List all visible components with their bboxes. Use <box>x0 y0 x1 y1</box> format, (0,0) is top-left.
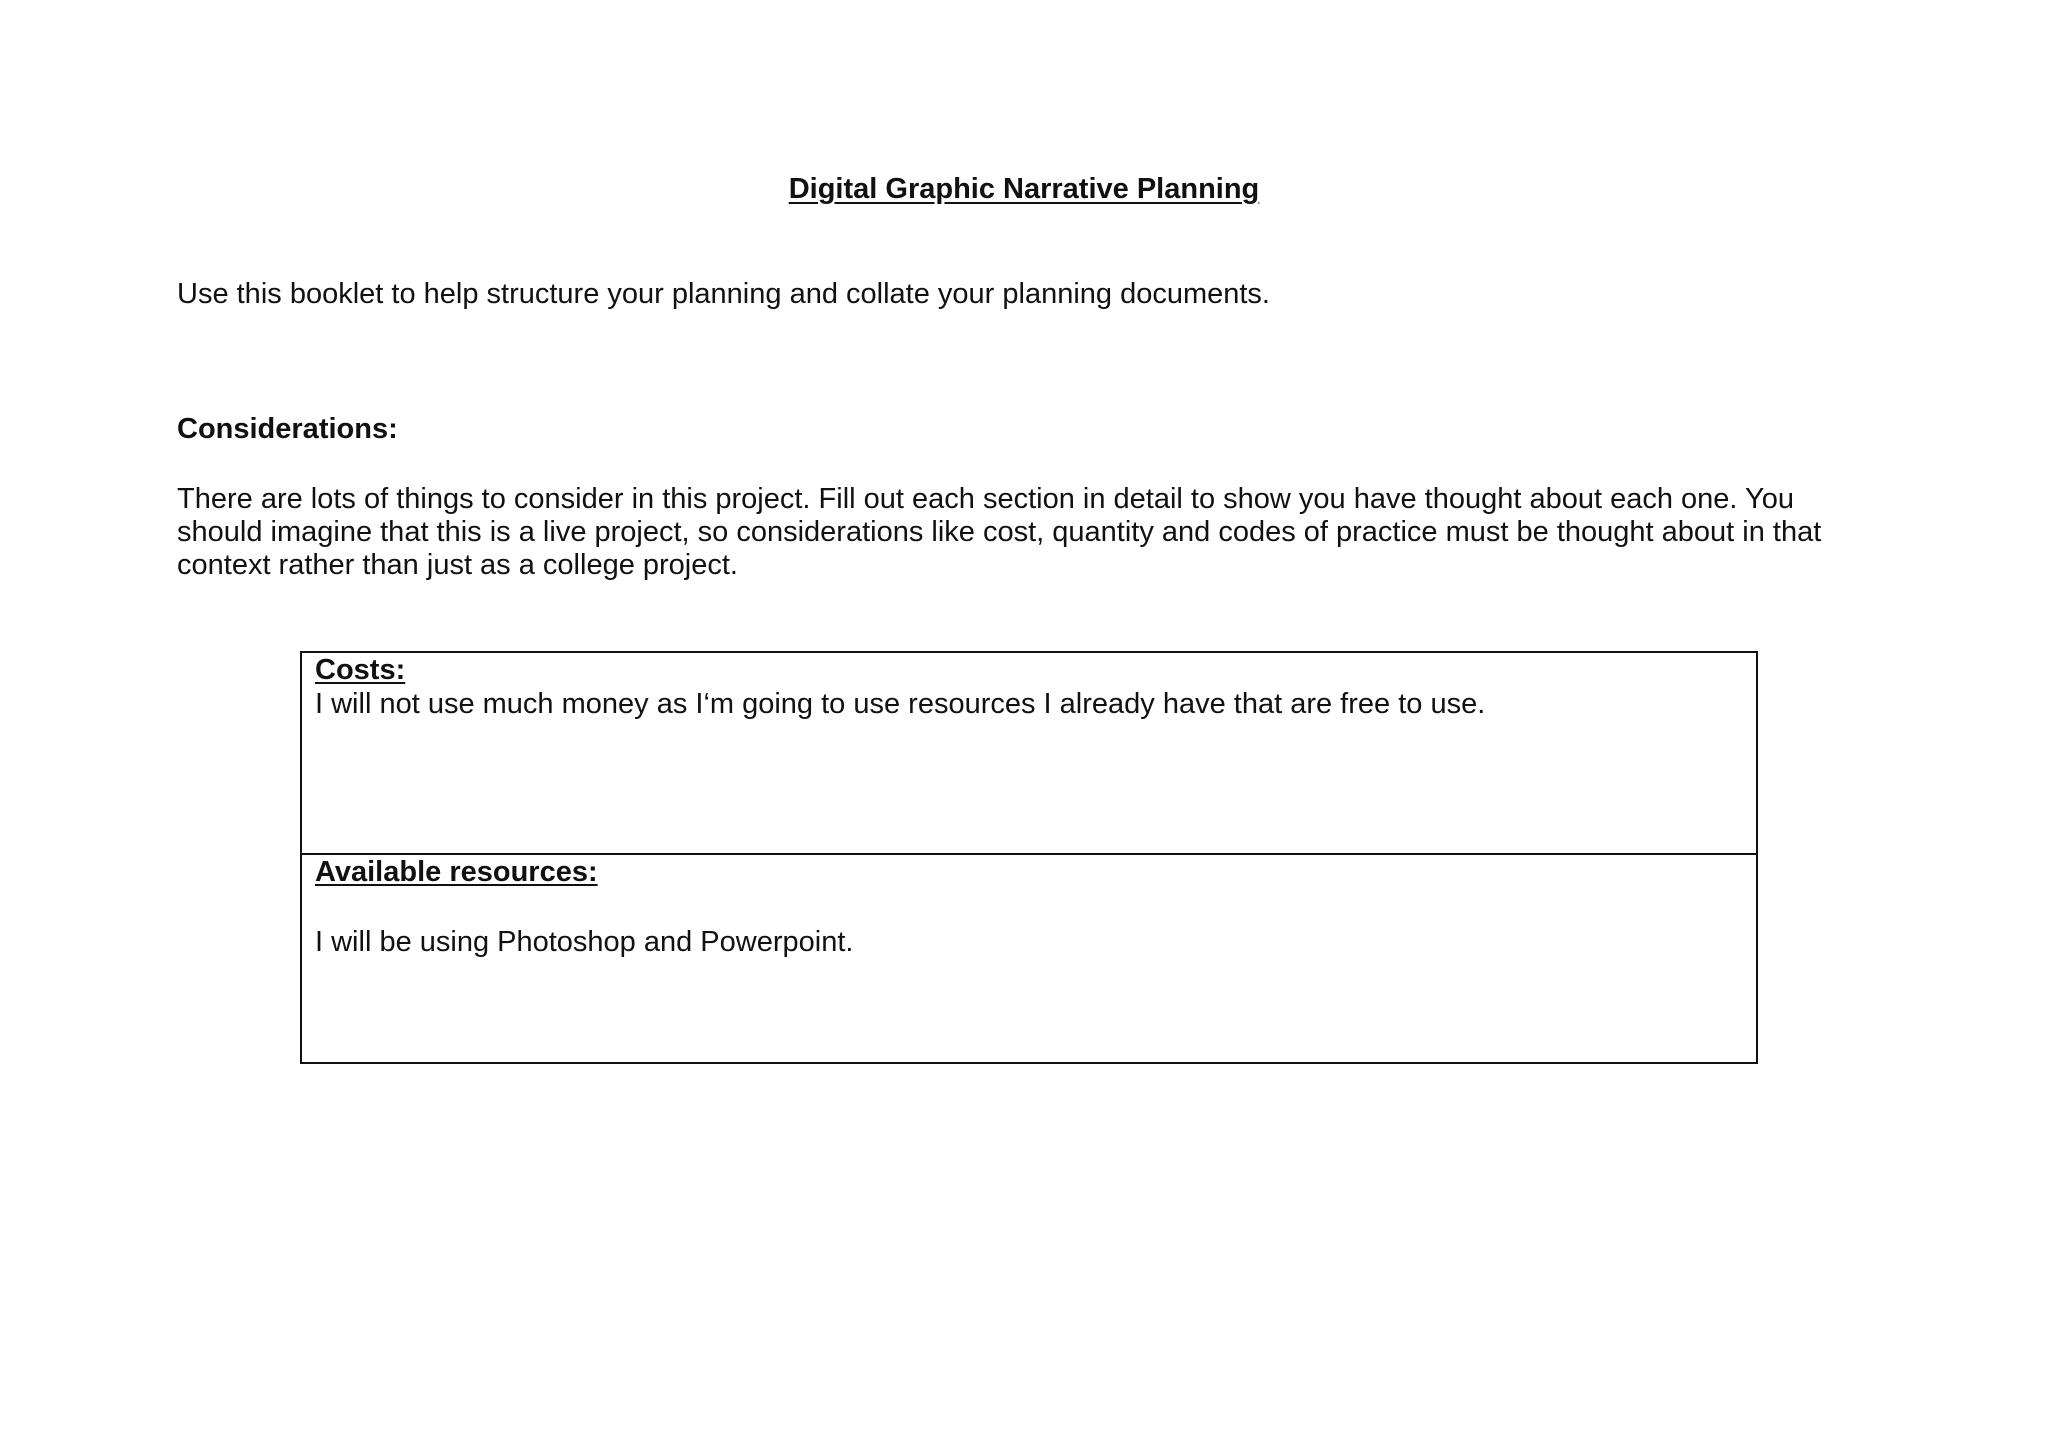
page-title-text: Digital Graphic Narrative Planning <box>788 173 1260 205</box>
costs-text: I will not use much money as I‘m going to use resources I already have that are free to use. <box>315 688 1486 720</box>
considerations-line: There are lots of things to consider in this project. Fill out each section in detail to show you have thought about each one. You <box>177 483 1794 515</box>
considerations-line: context rather than just as a college project. <box>177 549 738 581</box>
considerations-paragraph <box>177 483 1877 582</box>
available-resources-cell[interactable] <box>302 855 1756 1062</box>
available-resources-text: I will be using Photoshop and Powerpoint. <box>315 926 854 958</box>
considerations-heading: Considerations: <box>177 413 398 445</box>
costs-cell[interactable] <box>302 653 1756 855</box>
costs-label: Costs: <box>315 654 406 686</box>
page-title <box>0 173 2048 206</box>
considerations-table <box>300 651 1758 1064</box>
intro-paragraph: Use this booklet to help structure your planning and collate your planning documents. <box>177 278 1270 310</box>
available-resources-label: Available resources: <box>315 856 598 888</box>
considerations-line: should imagine that this is a live project, so considerations like cost, quantity and codes of practice must be thought about in that <box>177 516 1822 548</box>
